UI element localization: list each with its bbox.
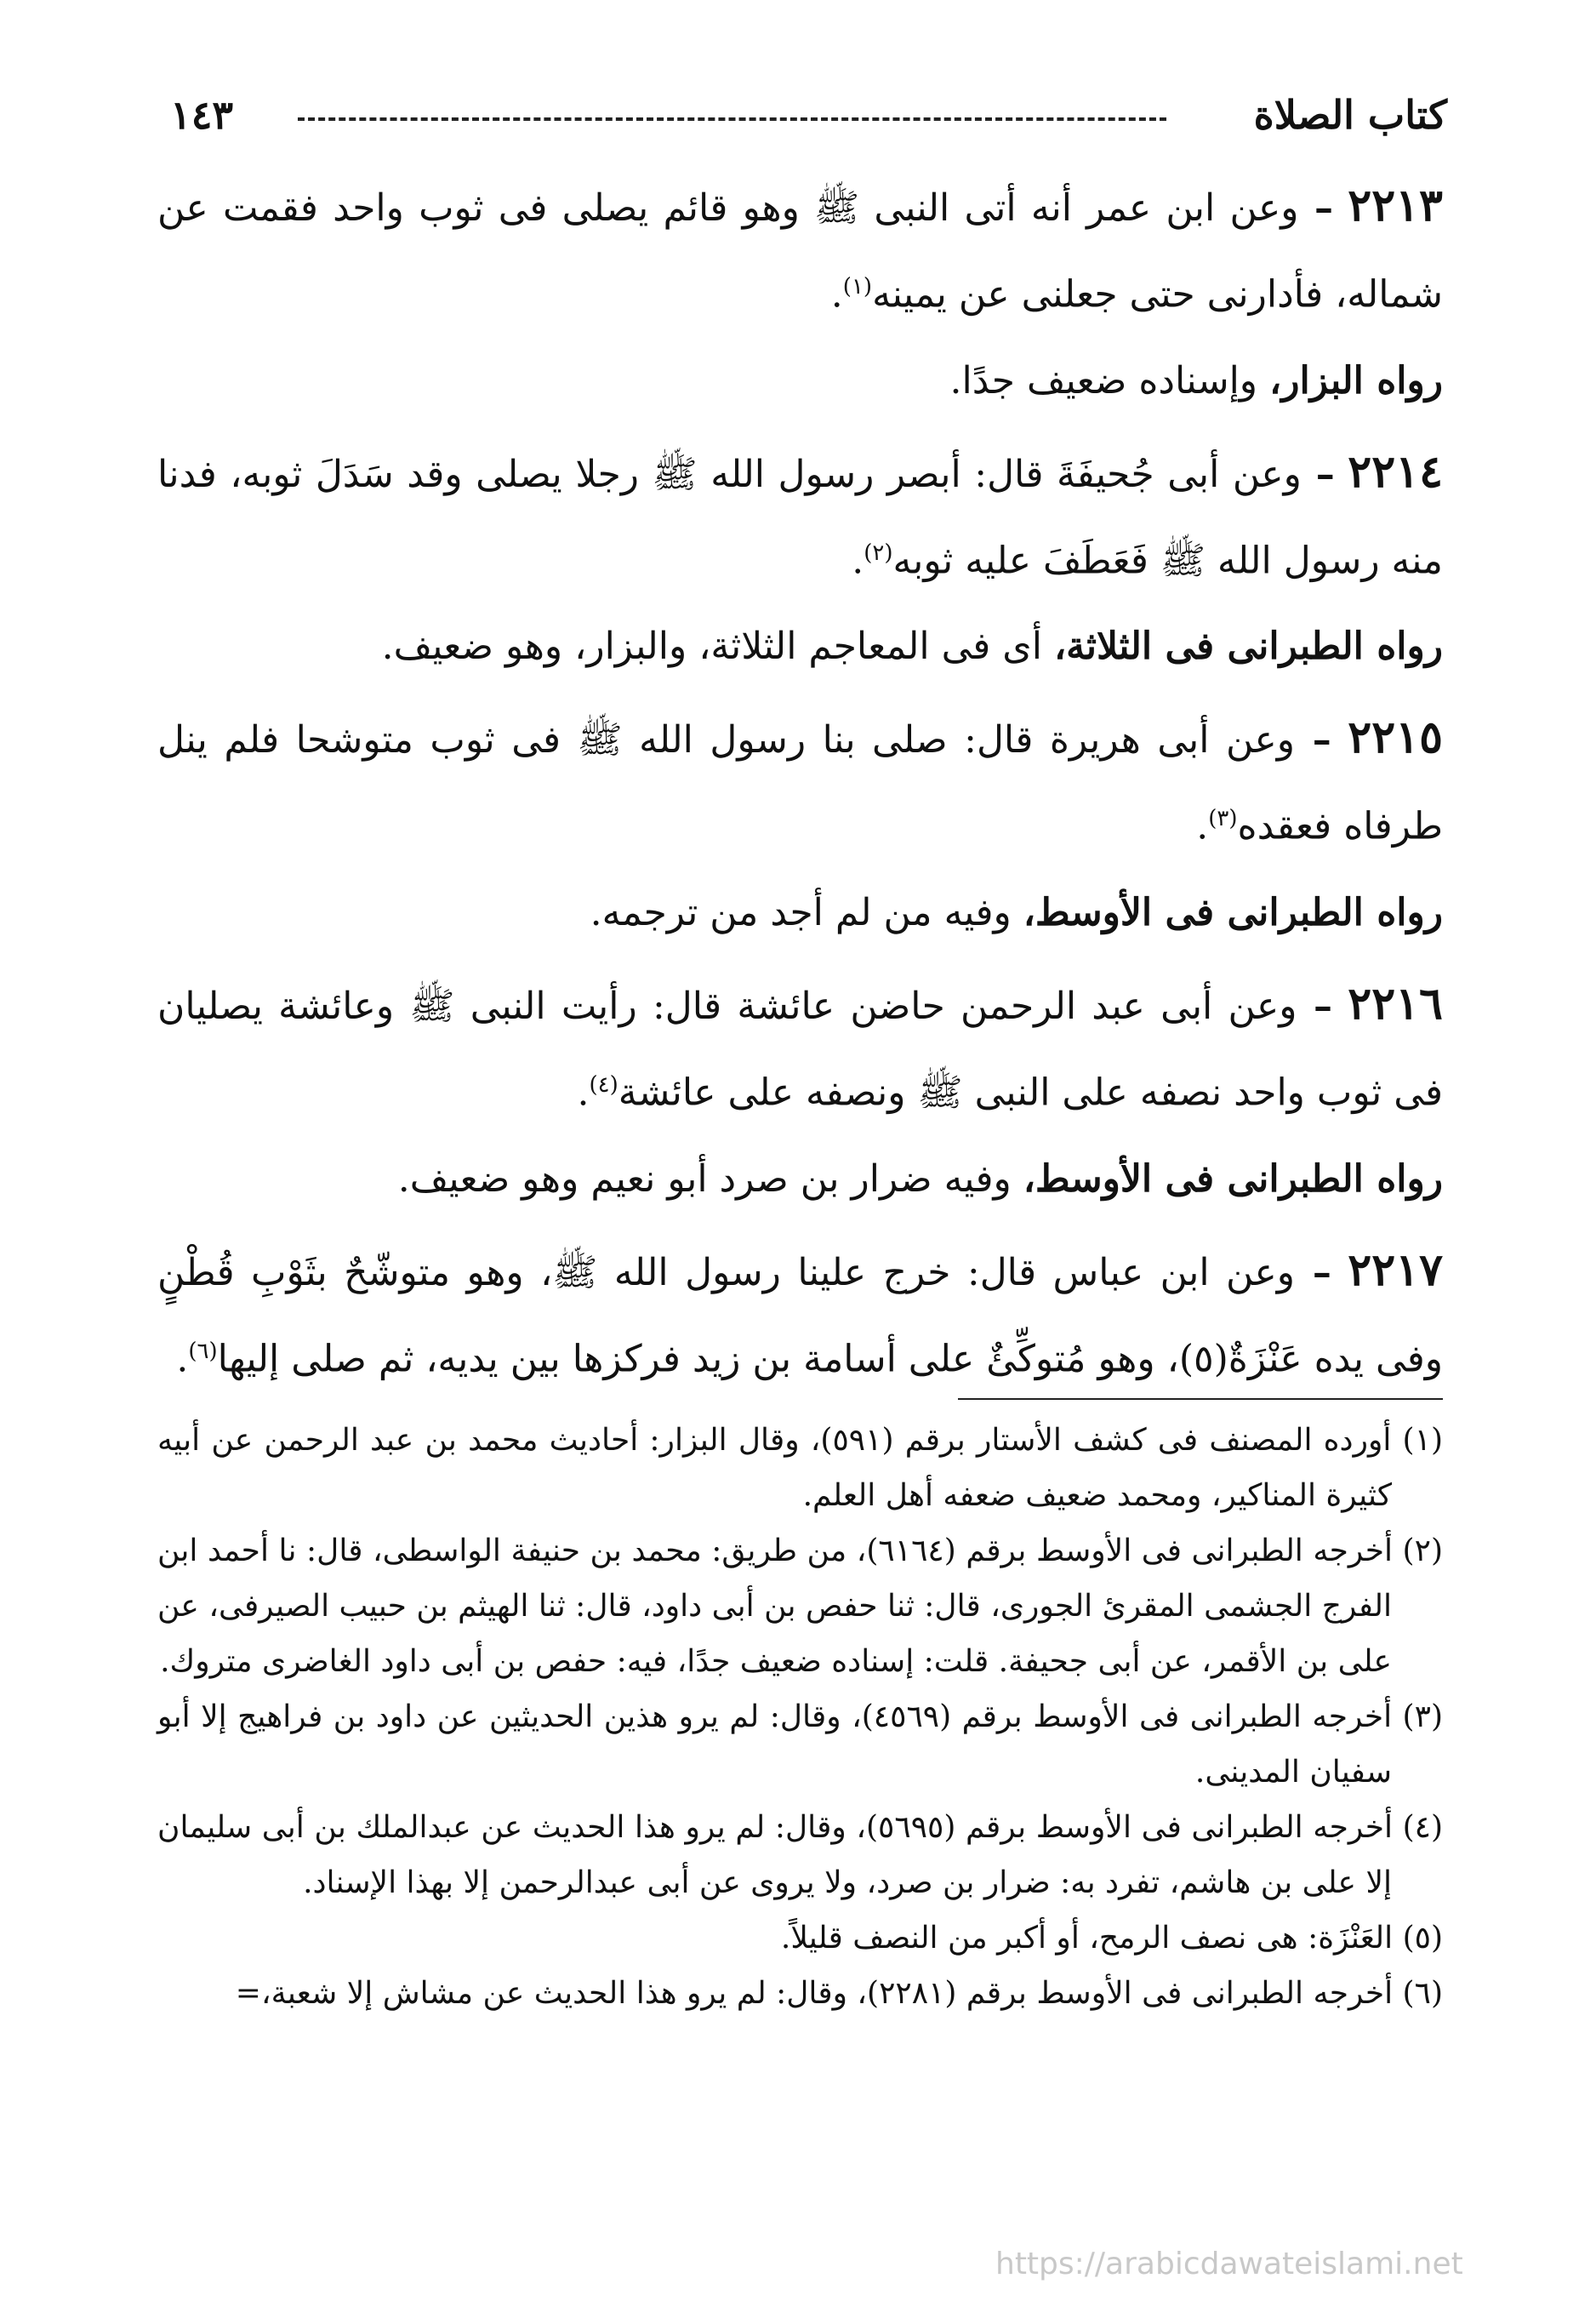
hadith-text: وعن أبى جُحيفَةَ قال: أبصر رسول الله ﷺ رجلا يصلى وقد سَدَلَ ثوبه، فدنا منه رسول الله ﷺ فَعَطَفَ عليه ثوبه	[157, 452, 1443, 583]
hadith-2213: ٢٢١٣ – وعن ابن عمر أنه أتى النبى ﷺ وهو قائم يصلى فى ثوب واحد فقمت عن شماله، فأدارنى حتى جعلنى عن يمينه$^{(١)}$.	[157, 180, 1443, 317]
hadith-number: ٢٢١٣	[1348, 180, 1443, 231]
hadith-number: ٢٢١٥	[1348, 711, 1443, 764]
watermark: https://arabicdawateislami.net	[995, 2247, 1463, 2281]
hadith-source: رواه البزار، وإسناده ضعيف جدًا.	[949, 358, 1443, 403]
footnote-5: (٥) العَنْزَة: هى نصف الرمح، أو أكبر من النصف قليلاً.	[780, 1921, 1443, 1956]
hadith-2215: ٢٢١٥ – وعن أبى هريرة قال: صلى بنا رسول الله ﷺ فى ثوب متوشحا فلم ينل طرفاه فعقده$^{(٣)}$.	[157, 711, 1443, 848]
hadith-2214: ٢٢١٤ – وعن أبى جُحيفَةَ قال: أبصر رسول الله ﷺ رجلا يصلى وقد سَدَلَ ثوبه، فدنا منه رسول الله ﷺ فَعَطَفَ عليه ثوبه$^{(٢)}$.	[157, 445, 1443, 583]
hadith-2216: ٢٢١٦ – وعن أبى عبد الرحمن حاضن عائشة قال: رأيت النبى ﷺ وعائشة يصليان فى ثوب واحد نصفه على النبى ﷺ ونصفه على عائشة$^{(٤)}$.	[157, 977, 1443, 1115]
main-text	[157, 166, 1443, 1405]
footnote-ref: (١)	[842, 274, 873, 300]
hadith-source: رواه الطبرانى فى الأوسط، وفيه ضرار بن صرد أبو نعيم وهو ضعيف.	[397, 1156, 1443, 1201]
hadith-text: وعن ابن عباس قال: خرج علينا رسول الله ﷺ، وهو متوشّحٌ بثَوْبِ قُطْنٍ وفى يده عَنْزَةٌ(٥)، وهو مُتوكِّئٌ على أسامة بن زيد فركزها بين يديه، ثم صلى إليها	[157, 1250, 1443, 1381]
footnote-2: (٢) أخرجه الطبرانى فى الأوسط برقم (٦١٦٤)، من طريق: محمد بن حنيفة الواسطى، قال: نا أحمد ابن الفرج الجشمى المقرئ الجورى، قال: ثنا حفص بن أبى داود، قال: ثنا الهيثم بن حبيب الصيرفى، عن على بن الأقمر، عن أبى جحيفة. قلت: إسناده ضعيف جدًا، فيه: حفص بن أبى داود الغاضرى متروك.	[157, 1533, 1443, 1679]
footnote-6: (٦) أخرجه الطبرانى فى الأوسط برقم (٢٢٨١)، وقال: لم يرو هذا الحديث عن مشاش إلا شعبة،=	[235, 1976, 1443, 2011]
header-dashed-rule	[298, 117, 1166, 121]
footnote-ref: (٢)	[864, 540, 893, 566]
hadith-number: ٢٢١٧	[1348, 1243, 1443, 1296]
hadith-number: ٢٢١٦	[1348, 977, 1443, 1030]
hadith-text: وعن أبى عبد الرحمن حاضن عائشة قال: رأيت النبى ﷺ وعائشة يصليان فى ثوب واحد نصفه على النبى ﷺ ونصفه على عائشة	[157, 984, 1443, 1115]
hadith-text: وعن ابن عمر أنه أتى النبى ﷺ وهو قائم يصلى فى ثوب واحد فقمت عن شماله، فأدارنى حتى جعلنى عن يمينه	[157, 186, 1443, 317]
hadith-source: رواه الطبرانى فى الثلاثة، أى فى المعاجم الثلاثة، والبزار، وهو ضعيف.	[381, 625, 1443, 669]
footnote-1: (١) أورده المصنف فى كشف الأستار برقم (٥٩١)، وقال البزار: أحاديث محمد بن عبد الرحمن عن أبيه كثيرة المناكير، ومحمد ضعيف ضعفه أهل العلم.	[157, 1423, 1443, 1513]
footnotes	[157, 1413, 1443, 2021]
page-header	[170, 85, 1447, 145]
footnote-ref: (٤)	[589, 1071, 618, 1098]
footnote-ref: (٦)	[188, 1338, 218, 1364]
hadith-text: وعن أبى هريرة قال: صلى بنا رسول الله ﷺ فى ثوب متوشحا فلم ينل طرفاه فعقده	[157, 718, 1443, 848]
footnote-ref: (٣)	[1208, 806, 1238, 832]
footnote-separator	[958, 1398, 1443, 1400]
hadith-number: ٢٢١٤	[1348, 445, 1443, 498]
footnote-4: (٤) أخرجه الطبرانى فى الأوسط برقم (٥٦٩٥)، وقال: لم يرو هذا الحديث عن عبدالملك بن أبى سليمان إلا على بن هاشم، تفرد به: ضرار بن صرد، ولا يروى عن أبى عبدالرحمن إلا بهذا الإسناد.	[157, 1810, 1444, 1900]
hadith-source: رواه الطبرانى فى الأوسط، وفيه من لم أجد من ترجمه.	[590, 890, 1443, 934]
hadith-2217: ٢٢١٧ – وعن ابن عباس قال: خرج علينا رسول الله ﷺ، وهو متوشّحٌ بثَوْبِ قُطْنٍ وفى يده عَنْزَةٌ(٥)، وهو مُتوكِّئٌ على أسامة بن زيد فركزها بين يديه، ثم صلى إليها$^{(٦)}$.	[157, 1243, 1443, 1381]
page-number: ١٤٣	[170, 92, 234, 138]
chapter-title: كتاب الصلاة	[1253, 92, 1447, 138]
footnote-3: (٣) أخرجه الطبرانى فى الأوسط برقم (٤٥٦٩)، وقال: لم يرو هذين الحديثين عن داود بن فراهيج إلا أبو سفيان المدينى.	[157, 1699, 1443, 1790]
